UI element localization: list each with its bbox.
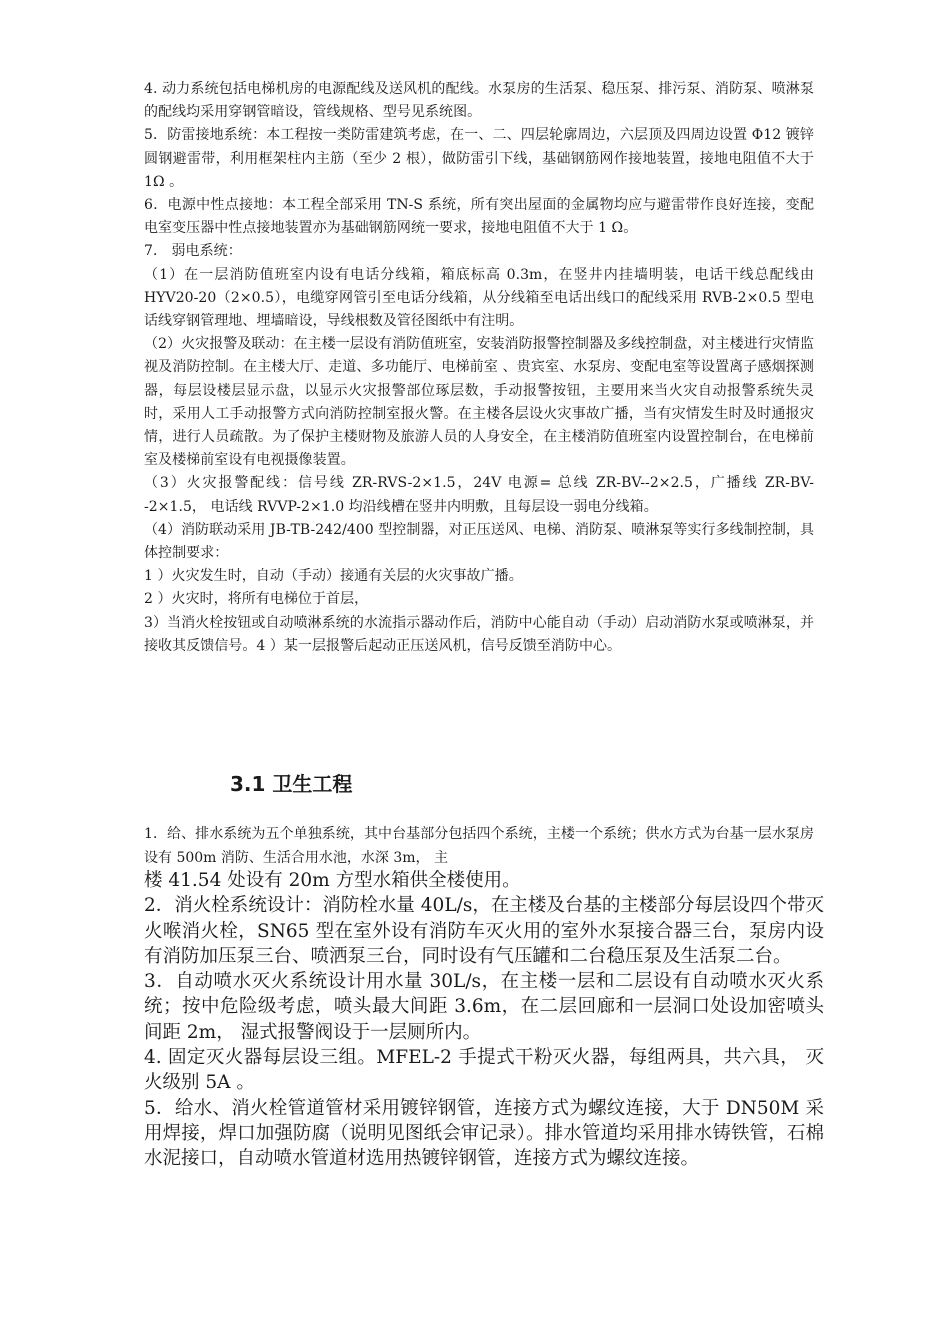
paragraph-lightning-grounding: 5．防雷接地系统：本工程按一类防雷建筑考虑，在一、二、四层轮廓周边，六层顶及四周边设置 Φ12 镀锌圆钢避雷带，利用框架柱内主筋（至少 2 根），做防雷引下线，基础钢筋网作接地装置，接地电阻值不大于 1Ω 。: [144, 127, 814, 190]
section-heading: 3.1 卫生工程: [230, 772, 353, 796]
paragraph-linkage-item-3: 3）当消火栓按钮或自动喷淋系统的水流指示器动作后，消防中心能自动（手动）启动消防水泵或喷淋泵，并接收其反馈信号。4 ）某一层报警后起动正压送风机，信号反馈至消防中心。: [144, 614, 814, 654]
paragraph-sprinkler-system: 3．自动喷水灭火系统设计用水量 30L/s，在主楼一层和二层设有自动喷水灭火系统；按中危险级考虑，喷头最大间距 3.6m，在二层回廊和一层洞口处设加密喷头间距 2m， 湿式报警阀设于一层厕所内。: [144, 971, 824, 1043]
paragraph-neutral-grounding: 6．电源中性点接地：本工程全部采用 TN-S 系统，所有突出屋面的金属物均应与避雷带作良好连接，变配电室变压器中性点接地装置亦为基础钢筋网统一要求，接地电阻值不大于 1 Ω。: [144, 197, 814, 237]
paragraph-extinguishers: 4. 固定灭火器每层设三组。MFEL-2 手提式干粉灭火器，每组两具，共六具， 灭火级别 5A 。: [144, 1047, 824, 1094]
paragraph-fire-alarm: （2）火灾报警及联动：在主楼一层设有消防值班室，安装消防报警控制器及多线控制盘，对主楼进行灾情监视及消防控制。在主楼大厅、走道、多功能厅、电梯前室 、贵宾室、水泵房、变配电室等设置离子感烟探测器，每层设楼层显示盘，以显示火灾报警部位琢层数，手动报警按钮，主要用来当火灾自动报警系统失灵时，采用人工手动报警方式向消防控制室报火警。在主楼各层设火灾事故广播，当有灾情发生时及时通报灾情，进行人员疏散。为了保护主楼财物及旅游人员的人身安全，在主楼消防值班室内设置控制台，在电梯前室及楼梯前室设有电视摄像装置。: [144, 336, 814, 469]
paragraph-pipe-materials: 5．给水、消火栓管道管材采用镀锌钢管，连接方式为螺纹连接，大于 DN50M 采用焊接，焊口加强防腐（说明见图纸会审记录）。排水管道均采用排水铸铁管，石棉水泥接口，自动喷水管道材选用热镀锌钢管，连接方式为螺纹连接。: [144, 1097, 824, 1170]
paragraph-power-system: 4. 动力系统包括电梯机房的电源配线及送风机的配线。水泵房的生活泵、稳压泵、排污泵、消防泵、喷淋泵的配线均采用穿钢管暗设，管线规格、型号见系统图。: [144, 81, 814, 121]
sanitary-details-section: [144, 868, 824, 1172]
paragraph-water-systems: 1．给、排水系统为五个单独系统，其中台基部分包括四个系统，主楼一个系统；供水方式为台基一层水泵房设有 500m 消防、生活合用水池，水深 3m， 主: [144, 826, 814, 866]
paragraph-water-tank: 楼 41.54 处设有 20m 方型水箱供全楼使用。: [144, 870, 521, 891]
paragraph-fire-linkage: （4）消防联动采用 JB-TB-242/400 型控制器，对正压送风、电梯、消防泵、喷淋泵等实行多线制控制，具体控制要求：: [144, 521, 814, 562]
paragraph-linkage-item-2: 2 ）火灾时，将所有电梯位于首层，: [144, 591, 369, 608]
paragraph-alarm-wiring: （3）火灾报警配线：信号线 ZR-RVS-2×1.5，24V 电源= 总线 ZR-BV--2×2.5，广播线 ZR-BV--2×1.5， 电话线 RVVP-2×1.0 均沿线槽在竖井内明敷，且每层设一弱电分线箱。: [144, 475, 814, 515]
paragraph-telephone: （1）在一层消防值班室内设有电话分线箱，箱底标高 0.3m，在竖井内挂墙明装，电话干线总配线由 HYV20-20（2×0.5），电缆穿网管引至电话分线箱，从分线箱至电话出线口的配线采用 RVB-2×0.5 型电话线穿钢管理地、埋墙暗设，导线根数及管径图纸中有注明。: [144, 266, 814, 330]
paragraph-hydrant-system: 2．消火栓系统设计：消防栓水量 40L/s，在主楼及台基的主楼部分每层设四个带灭火喉消火栓，SN65 型在室外设有消防车灭火用的室外水泵接合器三台，泵房内设有消防加压泵三台、喷洒泵三台，同时设有气压罐和二台稳压泵及生活泵二台。: [144, 895, 824, 967]
paragraph-linkage-item-1: 1 ）火灾发生时，自动（手动）接通有关层的火灾事故广播。: [144, 568, 523, 585]
sanitary-intro-section: [144, 822, 814, 870]
paragraph-weak-current-title: 7． 弱电系统：: [144, 243, 242, 260]
power-and-weak-current-section: [144, 78, 814, 658]
